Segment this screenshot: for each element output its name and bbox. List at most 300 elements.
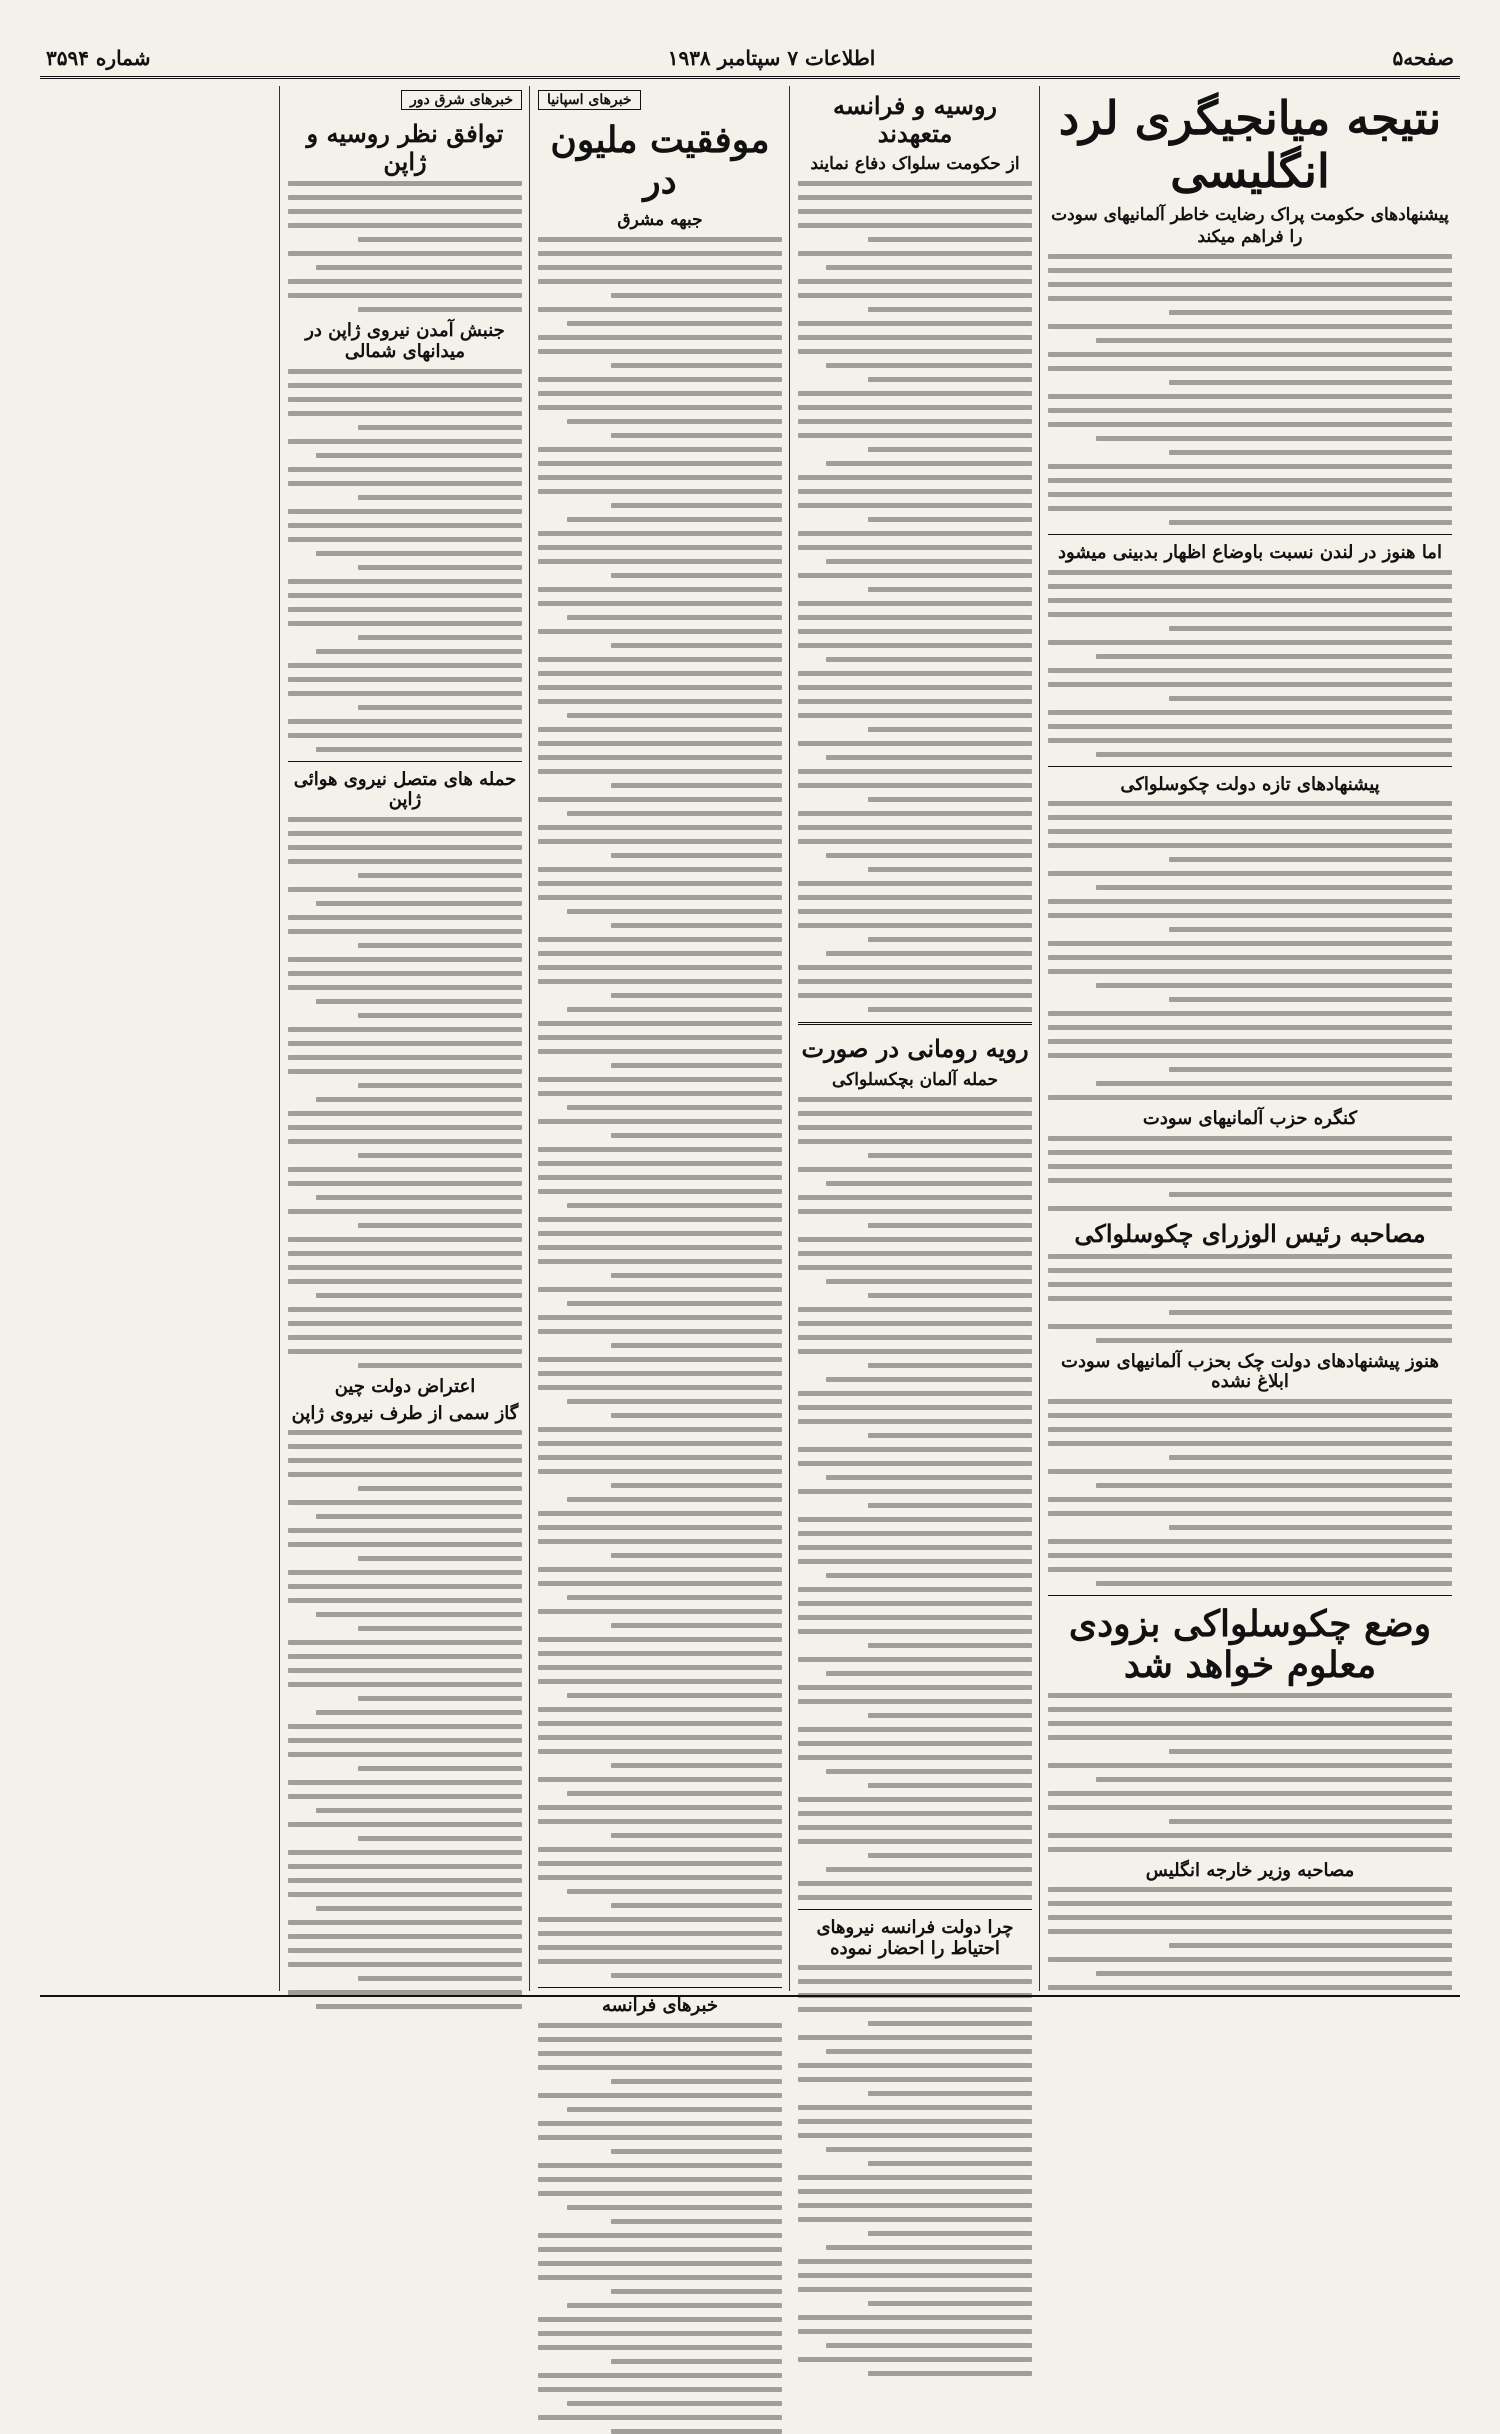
text-line bbox=[798, 475, 1032, 480]
section-kicker: خبرهای شرق دور bbox=[401, 90, 522, 110]
text-line bbox=[798, 615, 1032, 620]
text-line bbox=[358, 1363, 522, 1368]
text-line bbox=[538, 1917, 782, 1922]
text-line bbox=[538, 2317, 782, 2322]
text-line bbox=[1096, 1971, 1452, 1976]
text-line bbox=[288, 467, 522, 472]
text-line bbox=[288, 579, 522, 584]
article-body bbox=[288, 181, 522, 312]
text-line bbox=[567, 1693, 782, 1698]
text-line bbox=[798, 1755, 1032, 1760]
text-line bbox=[798, 2357, 1032, 2362]
text-line bbox=[611, 783, 782, 788]
text-line bbox=[611, 573, 782, 578]
article-body bbox=[1048, 1136, 1452, 1211]
text-line bbox=[798, 1251, 1032, 1256]
text-line bbox=[798, 279, 1032, 284]
text-line bbox=[1048, 1901, 1452, 1906]
article-body bbox=[1048, 254, 1452, 525]
text-line bbox=[288, 1724, 522, 1729]
subhead: جبهه مشرق bbox=[617, 209, 703, 230]
text-line bbox=[1048, 478, 1452, 483]
text-line bbox=[538, 979, 782, 984]
text-line bbox=[798, 909, 1032, 914]
headline: وضع چکوسلواکی بزودی معلوم خواهد شد bbox=[1068, 1603, 1432, 1687]
text-line bbox=[538, 1931, 782, 1936]
text-line bbox=[798, 1167, 1032, 1172]
text-line bbox=[1096, 752, 1452, 757]
text-line bbox=[538, 1231, 782, 1236]
text-line bbox=[288, 929, 522, 934]
text-line bbox=[1048, 843, 1452, 848]
text-line bbox=[798, 1601, 1032, 1606]
text-line bbox=[798, 2119, 1032, 2124]
text-line bbox=[798, 2259, 1032, 2264]
text-line bbox=[798, 1699, 1032, 1704]
text-line bbox=[358, 1696, 522, 1701]
text-line bbox=[358, 873, 522, 878]
text-line bbox=[1048, 1095, 1452, 1100]
text-line bbox=[1096, 983, 1452, 988]
article-body bbox=[288, 1430, 522, 2009]
text-line bbox=[1048, 1511, 1452, 1516]
text-line bbox=[538, 1721, 782, 1726]
text-line bbox=[538, 265, 782, 270]
text-line bbox=[288, 1570, 522, 1575]
text-line bbox=[538, 405, 782, 410]
headline: حمله های متصل نیروی هوائی ژاپن bbox=[293, 768, 517, 811]
text-line bbox=[538, 1777, 782, 1782]
text-line bbox=[538, 377, 782, 382]
text-line bbox=[798, 2007, 1032, 2012]
text-line bbox=[798, 671, 1032, 676]
text-line bbox=[567, 1399, 782, 1404]
column-2 bbox=[790, 86, 1040, 1991]
text-line bbox=[538, 2093, 782, 2098]
text-line bbox=[1169, 626, 1452, 631]
text-line bbox=[567, 1791, 782, 1796]
text-line bbox=[798, 419, 1032, 424]
text-line bbox=[538, 657, 782, 662]
text-line bbox=[316, 551, 522, 556]
text-line bbox=[538, 1539, 782, 1544]
text-line bbox=[798, 1419, 1032, 1424]
text-line bbox=[611, 853, 782, 858]
text-line bbox=[798, 1895, 1032, 1900]
text-line bbox=[798, 643, 1032, 648]
text-line bbox=[611, 2079, 782, 2084]
text-line bbox=[1169, 1310, 1452, 1315]
text-line bbox=[538, 1665, 782, 1670]
text-line bbox=[538, 1469, 782, 1474]
text-line bbox=[1096, 436, 1452, 441]
text-line bbox=[798, 895, 1032, 900]
text-line bbox=[868, 1363, 1032, 1368]
text-line bbox=[288, 523, 522, 528]
text-line bbox=[288, 1027, 522, 1032]
text-line bbox=[538, 1805, 782, 1810]
text-line bbox=[798, 2203, 1032, 2208]
text-line bbox=[798, 1797, 1032, 1802]
text-line bbox=[358, 705, 522, 710]
text-line bbox=[288, 1598, 522, 1603]
text-line bbox=[798, 2329, 1032, 2334]
article-body bbox=[798, 1965, 1032, 2376]
text-line bbox=[538, 951, 782, 956]
text-line bbox=[1048, 1735, 1452, 1740]
text-line bbox=[1048, 1553, 1452, 1558]
text-line bbox=[1048, 506, 1452, 511]
text-line bbox=[1048, 1025, 1452, 1030]
text-line bbox=[868, 1293, 1032, 1298]
text-line bbox=[826, 2245, 1032, 2250]
text-line bbox=[1048, 640, 1452, 645]
text-line bbox=[868, 937, 1032, 942]
text-line bbox=[538, 2163, 782, 2168]
text-line bbox=[288, 1335, 522, 1340]
text-line bbox=[538, 1749, 782, 1754]
text-line bbox=[538, 2415, 782, 2420]
text-line bbox=[288, 1125, 522, 1130]
text-line bbox=[538, 2135, 782, 2140]
text-line bbox=[798, 923, 1032, 928]
text-line bbox=[1048, 1469, 1452, 1474]
text-line bbox=[826, 2147, 1032, 2152]
text-line bbox=[288, 733, 522, 738]
text-line bbox=[1096, 1081, 1452, 1086]
text-line bbox=[288, 1542, 522, 1547]
text-line bbox=[538, 797, 782, 802]
text-line bbox=[1169, 696, 1452, 701]
text-line bbox=[798, 741, 1032, 746]
text-line bbox=[538, 545, 782, 550]
text-line bbox=[1048, 1324, 1452, 1329]
text-line bbox=[538, 1707, 782, 1712]
text-line bbox=[538, 349, 782, 354]
text-line bbox=[538, 1329, 782, 1334]
text-line bbox=[358, 1556, 522, 1561]
text-line bbox=[1169, 1819, 1452, 1824]
text-line bbox=[798, 349, 1032, 354]
text-line bbox=[798, 993, 1032, 998]
text-line bbox=[288, 971, 522, 976]
text-line bbox=[1048, 570, 1452, 575]
text-line bbox=[798, 1629, 1032, 1634]
text-line bbox=[611, 293, 782, 298]
text-line bbox=[1048, 668, 1452, 673]
text-line bbox=[538, 755, 782, 760]
text-line bbox=[288, 1430, 522, 1435]
text-line bbox=[1048, 1164, 1452, 1169]
text-line bbox=[538, 895, 782, 900]
text-line bbox=[868, 517, 1032, 522]
text-line bbox=[538, 1735, 782, 1740]
headline: مصاحبه وزیر خارجه انگلیس bbox=[1145, 1859, 1355, 1881]
text-line bbox=[538, 1049, 782, 1054]
text-line bbox=[538, 1259, 782, 1264]
text-line bbox=[798, 1307, 1032, 1312]
text-line bbox=[316, 1097, 522, 1102]
text-line bbox=[538, 461, 782, 466]
text-line bbox=[288, 251, 522, 256]
text-line bbox=[288, 1962, 522, 1967]
text-line bbox=[868, 377, 1032, 382]
text-line bbox=[826, 755, 1032, 760]
text-line bbox=[538, 1441, 782, 1446]
text-line bbox=[288, 1321, 522, 1326]
text-line bbox=[358, 1976, 522, 1981]
text-line bbox=[798, 2035, 1032, 2040]
text-line bbox=[798, 391, 1032, 396]
text-line bbox=[288, 369, 522, 374]
text-line bbox=[868, 1853, 1032, 1858]
text-line bbox=[868, 1153, 1032, 1158]
text-line bbox=[868, 1223, 1032, 1228]
text-line bbox=[826, 2343, 1032, 2348]
text-line bbox=[1048, 366, 1452, 371]
text-line bbox=[798, 1741, 1032, 1746]
text-line bbox=[288, 1265, 522, 1270]
text-line bbox=[288, 1167, 522, 1172]
text-line bbox=[288, 1444, 522, 1449]
text-line bbox=[798, 1139, 1032, 1144]
text-line bbox=[538, 1315, 782, 1320]
text-line bbox=[538, 1357, 782, 1362]
text-line bbox=[798, 181, 1032, 186]
text-line bbox=[538, 2345, 782, 2350]
headline-main: روسیه و فرانسه متعهدند bbox=[832, 91, 998, 148]
text-line bbox=[567, 1497, 782, 1502]
text-line bbox=[1048, 899, 1452, 904]
text-line bbox=[1048, 1763, 1452, 1768]
column-3 bbox=[530, 86, 790, 2016]
text-line bbox=[1048, 738, 1452, 743]
text-line bbox=[288, 1780, 522, 1785]
headline: اعتراض دولت چین bbox=[334, 1375, 476, 1397]
subhead: پیشنهادهای حکومت پراک رضایت خاطر آلمانیهای سودت را فراهم میکند bbox=[1051, 204, 1449, 247]
text-line bbox=[316, 1710, 522, 1715]
text-line bbox=[288, 1069, 522, 1074]
text-line bbox=[1048, 1399, 1452, 1404]
article-body bbox=[1048, 1399, 1452, 1586]
text-line bbox=[1048, 1887, 1452, 1892]
text-line bbox=[798, 1839, 1032, 1844]
text-line bbox=[1169, 1067, 1452, 1072]
text-line bbox=[798, 2077, 1032, 2082]
text-line bbox=[288, 719, 522, 724]
text-line bbox=[538, 1147, 782, 1152]
text-line bbox=[798, 195, 1032, 200]
text-line bbox=[538, 1175, 782, 1180]
text-line bbox=[1048, 913, 1452, 918]
text-line bbox=[288, 1055, 522, 1060]
text-line bbox=[798, 1447, 1032, 1452]
text-line bbox=[798, 1965, 1032, 1970]
text-line bbox=[567, 2303, 782, 2308]
text-line bbox=[798, 531, 1032, 536]
text-line bbox=[1096, 1581, 1452, 1586]
text-line bbox=[798, 2287, 1032, 2292]
text-line bbox=[1048, 955, 1452, 960]
text-line bbox=[316, 1293, 522, 1298]
text-line bbox=[798, 2133, 1032, 2138]
text-line bbox=[798, 825, 1032, 830]
text-line bbox=[868, 237, 1032, 242]
text-line bbox=[868, 1503, 1032, 1508]
masthead bbox=[40, 40, 1460, 79]
text-line bbox=[868, 1783, 1032, 1788]
text-line bbox=[1048, 1707, 1452, 1712]
text-line bbox=[538, 825, 782, 830]
text-line bbox=[538, 1525, 782, 1530]
text-line bbox=[288, 1279, 522, 1284]
text-line bbox=[1048, 1136, 1452, 1141]
article-body bbox=[538, 237, 782, 1978]
text-line bbox=[798, 881, 1032, 886]
text-line bbox=[538, 741, 782, 746]
text-line bbox=[1048, 871, 1452, 876]
text-line bbox=[567, 713, 782, 718]
text-line bbox=[538, 1287, 782, 1292]
text-line bbox=[1048, 492, 1452, 497]
text-line bbox=[798, 2189, 1032, 2194]
text-line bbox=[538, 601, 782, 606]
text-line bbox=[798, 1335, 1032, 1340]
text-line bbox=[538, 279, 782, 284]
text-line bbox=[798, 685, 1032, 690]
text-line bbox=[538, 2177, 782, 2182]
text-line bbox=[358, 425, 522, 430]
text-line bbox=[798, 1237, 1032, 1242]
text-line bbox=[538, 1021, 782, 1026]
text-line bbox=[1048, 1805, 1452, 1810]
text-line bbox=[538, 307, 782, 312]
text-line bbox=[316, 649, 522, 654]
text-line bbox=[611, 1973, 782, 1978]
text-line bbox=[611, 1763, 782, 1768]
text-line bbox=[1048, 1296, 1452, 1301]
text-line bbox=[611, 503, 782, 508]
text-line bbox=[538, 2065, 782, 2070]
text-line bbox=[288, 223, 522, 228]
text-line bbox=[288, 957, 522, 962]
text-line bbox=[538, 965, 782, 970]
text-line bbox=[288, 1864, 522, 1869]
text-line bbox=[611, 1483, 782, 1488]
text-line bbox=[1048, 724, 1452, 729]
text-line bbox=[798, 1727, 1032, 1732]
text-line bbox=[798, 1195, 1032, 1200]
text-line bbox=[358, 1153, 522, 1158]
text-line bbox=[288, 411, 522, 416]
text-line bbox=[288, 1209, 522, 1214]
text-line bbox=[1169, 380, 1452, 385]
text-line bbox=[538, 1455, 782, 1460]
text-line bbox=[1048, 408, 1452, 413]
text-line bbox=[1169, 997, 1452, 1002]
headline: هنوز پیشنهادهای دولت چک بحزب آلمانیهای سودت ابلاغ نشده bbox=[1061, 1350, 1439, 1393]
text-line bbox=[1048, 1693, 1452, 1698]
text-line bbox=[1048, 815, 1452, 820]
text-line bbox=[288, 383, 522, 388]
text-line bbox=[316, 1612, 522, 1617]
text-line bbox=[538, 685, 782, 690]
text-line bbox=[538, 2247, 782, 2252]
text-line bbox=[1048, 1039, 1452, 1044]
text-line bbox=[798, 2217, 1032, 2222]
text-line bbox=[288, 1654, 522, 1659]
text-line bbox=[1048, 1567, 1452, 1572]
headline-main: نتیجه میانجیگری لرد انگلیسی bbox=[1058, 91, 1442, 198]
text-line bbox=[316, 265, 522, 270]
text-line bbox=[358, 1013, 522, 1018]
text-line bbox=[798, 965, 1032, 970]
text-line bbox=[1048, 1268, 1452, 1273]
text-line bbox=[826, 461, 1032, 466]
text-line bbox=[316, 901, 522, 906]
text-line bbox=[798, 321, 1032, 326]
text-line bbox=[1096, 1777, 1452, 1782]
issue-date: اطلاعات ۷ سپتامبر ۱۹۳۸ bbox=[667, 46, 876, 70]
text-line bbox=[538, 587, 782, 592]
text-line bbox=[538, 251, 782, 256]
text-line bbox=[358, 1083, 522, 1088]
text-line bbox=[538, 1651, 782, 1656]
text-line bbox=[1048, 1791, 1452, 1796]
headline: رویه رومانی در صورت bbox=[801, 1034, 1029, 1064]
text-line bbox=[288, 985, 522, 990]
text-line bbox=[538, 2387, 782, 2392]
text-line bbox=[316, 999, 522, 1004]
text-line bbox=[358, 1766, 522, 1771]
text-line bbox=[611, 1133, 782, 1138]
text-line bbox=[316, 453, 522, 458]
text-line bbox=[798, 1265, 1032, 1270]
text-line bbox=[868, 1713, 1032, 1718]
text-line bbox=[798, 1559, 1032, 1564]
article-body bbox=[288, 817, 522, 1368]
text-line bbox=[798, 783, 1032, 788]
text-line bbox=[288, 859, 522, 864]
text-line bbox=[1169, 1749, 1452, 1754]
text-line bbox=[1048, 268, 1452, 273]
text-line bbox=[611, 1063, 782, 1068]
text-line bbox=[798, 293, 1032, 298]
text-line bbox=[538, 1861, 782, 1866]
text-line bbox=[316, 1906, 522, 1911]
text-line bbox=[1048, 1915, 1452, 1920]
headline: چرا دولت فرانسه نیروهای احتیاط را احضار نموده bbox=[816, 1916, 1014, 1959]
text-line bbox=[868, 1433, 1032, 1438]
text-line bbox=[611, 2219, 782, 2224]
text-line bbox=[538, 699, 782, 704]
text-line bbox=[611, 363, 782, 368]
text-line bbox=[288, 1920, 522, 1925]
text-line bbox=[288, 817, 522, 822]
text-line bbox=[826, 1671, 1032, 1676]
text-line bbox=[826, 1181, 1032, 1186]
headline-main: موفقیت ملیون در bbox=[550, 119, 770, 203]
text-line bbox=[868, 727, 1032, 732]
text-line bbox=[798, 503, 1032, 508]
text-line bbox=[288, 397, 522, 402]
text-line bbox=[538, 237, 782, 242]
text-line bbox=[868, 2301, 1032, 2306]
text-line bbox=[1096, 338, 1452, 343]
text-line bbox=[611, 1833, 782, 1838]
text-line bbox=[868, 797, 1032, 802]
text-line bbox=[798, 2063, 1032, 2068]
